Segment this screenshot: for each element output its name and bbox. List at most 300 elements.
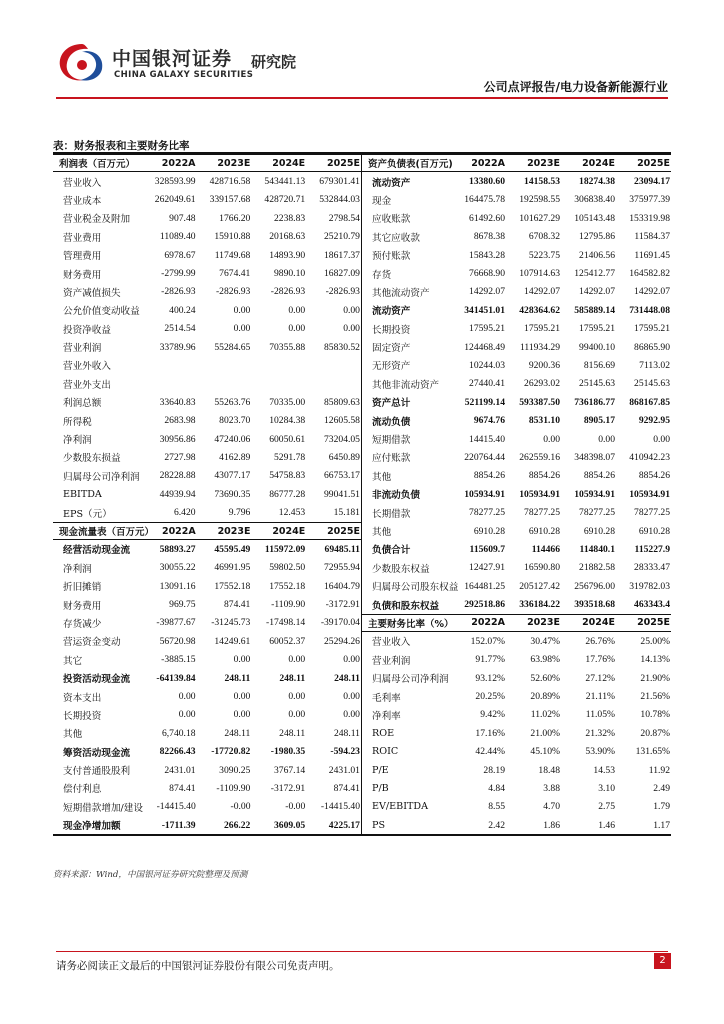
year-header: 2024E	[582, 157, 615, 169]
table-row	[362, 375, 671, 393]
year-header: 2025E	[637, 157, 670, 169]
cell-value: 61492.60	[469, 212, 505, 224]
cell-value: 319782.03	[629, 580, 670, 592]
cell-value: 868167.85	[629, 396, 670, 408]
cell-value: 125412.77	[574, 268, 615, 280]
cell-value: 266.22	[223, 819, 251, 831]
row-label: 财务费用	[63, 600, 102, 612]
table-row	[53, 816, 361, 834]
cell-value: 2238.83	[273, 212, 306, 224]
year-header: 2025E	[327, 525, 360, 537]
table-row	[362, 301, 671, 319]
cell-value: 105143.48	[574, 212, 615, 224]
cell-value: 907.48	[169, 212, 196, 224]
table-row	[53, 283, 361, 301]
cell-value: 8678.38	[473, 231, 505, 243]
cell-value: 93.12%	[475, 672, 505, 684]
cell-value: 874.41	[223, 599, 251, 611]
cell-value: 16590.80	[524, 562, 560, 574]
cell-value: 2727.98	[164, 451, 196, 463]
cell-value: 42.44%	[475, 746, 505, 758]
cell-value: 25294.26	[324, 635, 360, 647]
cell-value: 0.00	[343, 304, 360, 316]
table-row	[362, 540, 671, 558]
row-label: PS	[372, 819, 386, 831]
cell-value: 7674.41	[219, 268, 251, 280]
cell-value: 78277.25	[579, 507, 615, 519]
cell-value: 3767.14	[273, 764, 306, 776]
table-row	[53, 448, 361, 466]
year-header: 2022A	[471, 157, 505, 169]
cell-value: 6450.89	[328, 451, 360, 463]
cell-value: -1980.35	[270, 746, 306, 758]
cell-value: 292518.86	[464, 599, 505, 611]
cell-value: 33789.96	[159, 341, 196, 353]
cell-value: 27.12%	[585, 672, 615, 684]
table-row	[53, 485, 361, 503]
row-label: EPS（元）	[63, 508, 112, 520]
cell-value: 428364.62	[519, 304, 560, 316]
cell-value: 115972.09	[264, 543, 306, 555]
cell-value: 348398.07	[574, 451, 615, 463]
cell-value: 12.453	[278, 507, 306, 519]
cell-value: 70335.00	[269, 396, 306, 408]
row-label: 所得税	[63, 416, 92, 428]
cell-value: 25145.63	[634, 378, 670, 390]
cell-value: 0.00	[233, 304, 251, 316]
cell-value: -2826.93	[161, 286, 196, 298]
cell-value: 400.24	[169, 304, 196, 316]
cell-value: 46991.95	[214, 562, 251, 574]
table-row	[362, 264, 671, 282]
cell-value: 0.00	[233, 654, 251, 666]
cell-value: 0.00	[288, 654, 306, 666]
table-row	[362, 246, 671, 264]
cell-value: 375977.39	[629, 194, 670, 206]
cell-value: 205127.42	[519, 580, 560, 592]
cell-value: 111934.29	[519, 341, 560, 353]
table-row	[362, 430, 671, 448]
table-row	[362, 320, 671, 338]
table-row	[362, 283, 671, 301]
cell-value: 26293.02	[524, 378, 560, 390]
table-row	[53, 761, 361, 779]
cell-value: 9674.76	[473, 415, 505, 427]
cell-value: 78277.25	[469, 507, 505, 519]
row-label: 支付普通股股利	[63, 766, 131, 778]
cell-value: 248.11	[224, 727, 251, 739]
cell-value: 4162.89	[219, 451, 251, 463]
source-note: 资料来源：Wind，中国银河证券研究院整理及预测	[53, 870, 248, 880]
cell-value: 14.13%	[640, 654, 670, 666]
institute-label: 研究院	[251, 53, 297, 71]
table-row	[362, 816, 671, 834]
cell-value: 13380.60	[469, 176, 505, 188]
cell-value: 26.76%	[585, 635, 615, 647]
cell-value: 6910.28	[638, 525, 670, 537]
row-label: 筹资活动现金流	[63, 747, 131, 759]
table-row	[362, 172, 671, 190]
cell-value: 52.60%	[530, 672, 560, 684]
cell-value: 9200.36	[528, 359, 560, 371]
cell-value: 0.00	[598, 433, 615, 445]
cell-value: 306838.40	[574, 194, 615, 206]
table-row	[362, 577, 671, 595]
cell-value: 21882.58	[579, 562, 615, 574]
cell-value: 54758.83	[269, 470, 306, 482]
cell-value: 6708.32	[528, 231, 560, 243]
galaxy-logo-icon	[56, 40, 108, 84]
table-row	[53, 651, 361, 669]
cell-value: 6910.28	[583, 525, 615, 537]
table-row	[53, 632, 361, 650]
row-label: EV/EBITDA	[372, 801, 429, 813]
table-row	[53, 467, 361, 485]
cell-value: 248.11	[279, 672, 306, 684]
cell-value: 14415.40	[469, 433, 505, 445]
table-row	[53, 706, 361, 724]
cell-value: 336184.22	[519, 599, 560, 611]
row-label: 应收账款	[372, 214, 411, 226]
cell-value: 16827.09	[324, 268, 360, 280]
cell-value: 17552.18	[269, 580, 306, 592]
cell-value: 6978.67	[164, 249, 196, 261]
cell-value: 47240.06	[214, 433, 251, 445]
row-label: 现金	[372, 195, 392, 207]
cell-value: 8905.17	[583, 415, 615, 427]
cell-value: 20.87%	[640, 727, 670, 739]
right-column	[362, 154, 671, 834]
table-row	[362, 522, 671, 540]
table-section-header	[362, 154, 671, 172]
year-header: 2025E	[637, 617, 670, 629]
row-label: 应付账款	[372, 453, 411, 465]
cell-value: 164481.25	[464, 580, 505, 592]
table-row	[53, 301, 361, 319]
row-label: 公允价值变动收益	[63, 306, 140, 318]
year-header: 2023E	[527, 157, 560, 169]
row-label: 负债合计	[372, 545, 411, 557]
row-label: 短期借款增加/建设	[63, 802, 143, 814]
cell-value: 17595.21	[524, 323, 560, 335]
cell-value: 3.10	[598, 782, 615, 794]
cell-value: 99400.10	[579, 341, 615, 353]
cell-value: 248.11	[279, 727, 306, 739]
table-row	[362, 724, 671, 742]
cell-value: 6,740.18	[161, 727, 196, 739]
cell-value: 124468.49	[464, 341, 505, 353]
cell-value: 14292.07	[634, 286, 670, 298]
table-section-header	[362, 614, 671, 632]
row-label: 财务费用	[63, 269, 102, 281]
table-row	[53, 430, 361, 448]
cell-value: -2826.93	[215, 286, 251, 298]
row-label: 预付账款	[372, 251, 411, 263]
row-label: 其他	[372, 471, 392, 483]
cell-value: 105934.91	[629, 488, 670, 500]
cell-value: 192598.55	[519, 194, 560, 206]
cell-value: 428716.58	[209, 176, 251, 188]
cell-value: 66753.17	[324, 470, 360, 482]
table-row	[362, 338, 671, 356]
cell-value: 4.70	[543, 801, 560, 813]
cell-value: 99041.51	[324, 488, 360, 500]
table-row	[53, 779, 361, 797]
cell-value: -2826.93	[270, 286, 306, 298]
table-row	[53, 559, 361, 577]
table-row	[53, 577, 361, 595]
row-label: 营业税金及附加	[63, 214, 131, 226]
cell-value: 25.00%	[640, 635, 670, 647]
table-row	[362, 706, 671, 724]
table-row	[53, 798, 361, 816]
row-label: 营业外收入	[63, 361, 111, 373]
row-label: 短期借款	[372, 435, 411, 447]
cell-value: 543441.13	[264, 176, 306, 188]
cell-value: 248.11	[224, 672, 251, 684]
cell-value: 30956.86	[159, 433, 196, 445]
cell-value: 59802.50	[269, 562, 306, 574]
cell-value: 14.53	[593, 764, 615, 776]
table-row	[53, 540, 361, 558]
cell-value: 9.42%	[480, 709, 505, 721]
header-divider	[56, 97, 668, 99]
row-label: 固定资产	[372, 343, 411, 355]
table-row	[362, 411, 671, 429]
table-row	[53, 503, 361, 521]
cell-value: 11584.37	[634, 231, 670, 243]
cell-value: 8854.26	[528, 470, 560, 482]
cell-value: 101627.29	[519, 212, 560, 224]
row-label: 长期投资	[63, 710, 102, 722]
cell-value: 0.00	[288, 323, 306, 335]
cell-value: 0.00	[543, 433, 560, 445]
cell-value: 25145.63	[579, 378, 615, 390]
table-row	[53, 393, 361, 411]
cell-value: -594.23	[330, 746, 360, 758]
cell-value: -39170.04	[320, 617, 360, 629]
cell-value: 43077.17	[214, 470, 251, 482]
cell-value: 76668.90	[469, 268, 505, 280]
cell-value: 18274.38	[579, 176, 615, 188]
cell-value: -3172.91	[325, 599, 360, 611]
table-row	[362, 743, 671, 761]
row-label: 其他	[372, 527, 392, 538]
cell-value: 6910.28	[528, 525, 560, 537]
row-label: 投资净收益	[63, 324, 111, 336]
table-row	[362, 798, 671, 816]
logo-english-name: CHINA GALAXY SECURITIES	[114, 70, 254, 80]
cell-value: 9890.10	[273, 268, 306, 280]
cell-value: 2683.98	[164, 415, 196, 427]
cell-value: 248.11	[334, 672, 360, 684]
table-row	[53, 687, 361, 705]
table-row	[362, 393, 671, 411]
cell-value: 23094.17	[634, 176, 670, 188]
year-header: 2022A	[161, 157, 196, 169]
row-label: 营业外支出	[63, 379, 111, 391]
cell-value: 28228.88	[159, 470, 196, 482]
cell-value: 393518.68	[574, 599, 615, 611]
cell-value: 0.00	[178, 709, 196, 721]
cell-value: 1766.20	[219, 212, 251, 224]
cell-value: 10.78%	[640, 709, 670, 721]
cell-value: 6.420	[173, 507, 196, 519]
cell-value: 339157.68	[209, 194, 251, 206]
row-label: EBITDA	[63, 488, 102, 500]
cell-value: 14292.07	[524, 286, 560, 298]
cell-value: 28.19	[483, 764, 505, 776]
row-label: 流动资产	[372, 306, 411, 318]
cell-value: 0.00	[288, 304, 306, 316]
cell-value: 874.41	[333, 782, 360, 794]
cell-value: 107914.63	[519, 268, 560, 280]
cell-value: 70355.88	[269, 341, 306, 353]
cell-value: 0.00	[233, 691, 251, 703]
year-header: 2024E	[582, 617, 615, 629]
table-row	[53, 375, 361, 393]
row-label: 净利润	[63, 435, 92, 447]
cell-value: 0.00	[653, 433, 670, 445]
cell-value: 15910.88	[214, 231, 251, 243]
row-label: 资产总计	[372, 398, 411, 410]
table-section-header	[53, 154, 361, 172]
cell-value: -17498.14	[266, 617, 306, 629]
cell-value: 44939.94	[159, 488, 196, 500]
cell-value: 18.48	[538, 764, 560, 776]
cell-value: 0.00	[343, 323, 360, 335]
cell-value: 21406.56	[579, 249, 615, 261]
cell-value: 164475.78	[464, 194, 505, 206]
cell-value: 3090.25	[219, 764, 251, 776]
cell-value: 585889.14	[574, 304, 615, 316]
cell-value: 8854.26	[473, 470, 505, 482]
row-label: 偿付利息	[63, 784, 102, 796]
cell-value: -3885.15	[161, 654, 196, 666]
table-row	[362, 669, 671, 687]
table-row	[362, 559, 671, 577]
cell-value: 60052.37	[269, 635, 306, 647]
cell-value: -39877.67	[156, 617, 196, 629]
cell-value: 2798.54	[328, 212, 360, 224]
cell-value: 12795.86	[579, 231, 615, 243]
year-header: 2024E	[272, 157, 306, 169]
cell-value: 593387.50	[519, 396, 560, 408]
table-row	[53, 191, 361, 209]
table-row	[362, 761, 671, 779]
cell-value: 874.41	[169, 782, 196, 794]
page-header	[0, 0, 724, 100]
cell-value: 73204.05	[324, 433, 360, 445]
table-row	[362, 779, 671, 797]
row-label: 长期投资	[372, 324, 411, 336]
row-label: 资本支出	[63, 692, 102, 704]
cell-value: 4225.17	[328, 819, 360, 831]
cell-value: 248.11	[333, 727, 360, 739]
cell-value: 78277.25	[634, 507, 670, 519]
table-row	[53, 228, 361, 246]
table-row	[362, 687, 671, 705]
row-label: 净利率	[372, 710, 401, 722]
cell-value: 0.00	[343, 654, 360, 666]
row-label: 管理费用	[63, 251, 102, 263]
cell-value: 4.84	[488, 782, 505, 794]
cell-value: -31245.73	[211, 617, 251, 629]
cell-value: 78277.25	[524, 507, 560, 519]
cell-value: 8.55	[488, 801, 505, 813]
cell-value: -1109.90	[216, 782, 251, 794]
cell-value: 85830.52	[324, 341, 360, 353]
cell-value: 33640.83	[159, 396, 196, 408]
year-header: 2025E	[327, 157, 360, 169]
row-label: 少数股东权益	[372, 563, 430, 575]
cell-value: 105934.91	[519, 488, 560, 500]
cell-value: 2514.54	[164, 323, 196, 335]
cell-value: 9.796	[228, 507, 251, 519]
row-label: P/E	[372, 764, 389, 776]
cell-value: 3609.05	[273, 819, 306, 831]
cell-value: 0.00	[233, 323, 251, 335]
cell-value: 153319.98	[629, 212, 670, 224]
cell-value: 969.75	[169, 599, 196, 611]
cell-value: 6910.28	[473, 525, 505, 537]
table-row	[53, 209, 361, 227]
cell-value: -14415.40	[156, 801, 196, 813]
row-label: 现金净增加额	[63, 821, 121, 833]
cell-value: 2431.01	[328, 764, 360, 776]
table-row	[362, 228, 671, 246]
cell-value: 86777.28	[269, 488, 306, 500]
cell-value: 152.07%	[470, 635, 505, 647]
row-label: 投资活动现金流	[63, 674, 131, 686]
cell-value: 18617.37	[324, 249, 360, 261]
row-label: 其他非流动资产	[372, 379, 440, 391]
cell-value: 1.79	[653, 801, 670, 813]
cell-value: 69485.11	[324, 543, 360, 555]
cell-value: 220764.44	[464, 451, 505, 463]
row-label: ROIC	[372, 746, 399, 758]
page-number: 2	[654, 953, 671, 969]
footer-divider	[56, 951, 668, 952]
row-label: 无形资产	[372, 361, 411, 373]
cell-value: 679301.41	[319, 176, 360, 188]
cell-value: 30.47%	[530, 635, 560, 647]
row-label: 归属母公司净利润	[63, 471, 140, 483]
cell-value: -64139.84	[156, 672, 196, 684]
table-section-header	[53, 522, 361, 540]
row-label: 营业利润	[372, 655, 411, 667]
cell-value: 45.10%	[530, 746, 560, 758]
cell-value: 55284.65	[214, 341, 251, 353]
cell-value: 27440.41	[469, 378, 505, 390]
row-label: 利润总额	[63, 398, 102, 410]
row-label: 现金流量表（百万元）	[59, 527, 155, 538]
row-label: 营业收入	[372, 637, 411, 649]
cell-value: 14158.53	[524, 176, 560, 188]
cell-value: 8156.69	[583, 359, 615, 371]
cell-value: 262559.16	[519, 451, 560, 463]
table-bottom-rule	[53, 834, 671, 836]
table-row	[362, 632, 671, 650]
cell-value: 428720.71	[264, 194, 306, 206]
cell-value: 17552.18	[214, 580, 251, 592]
table-row	[53, 669, 361, 687]
cell-value: 17595.21	[634, 323, 670, 335]
cell-value: 14292.07	[579, 286, 615, 298]
cell-value: 45595.49	[214, 543, 251, 555]
cell-value: 55263.76	[214, 396, 251, 408]
cell-value: 82266.43	[159, 746, 196, 758]
